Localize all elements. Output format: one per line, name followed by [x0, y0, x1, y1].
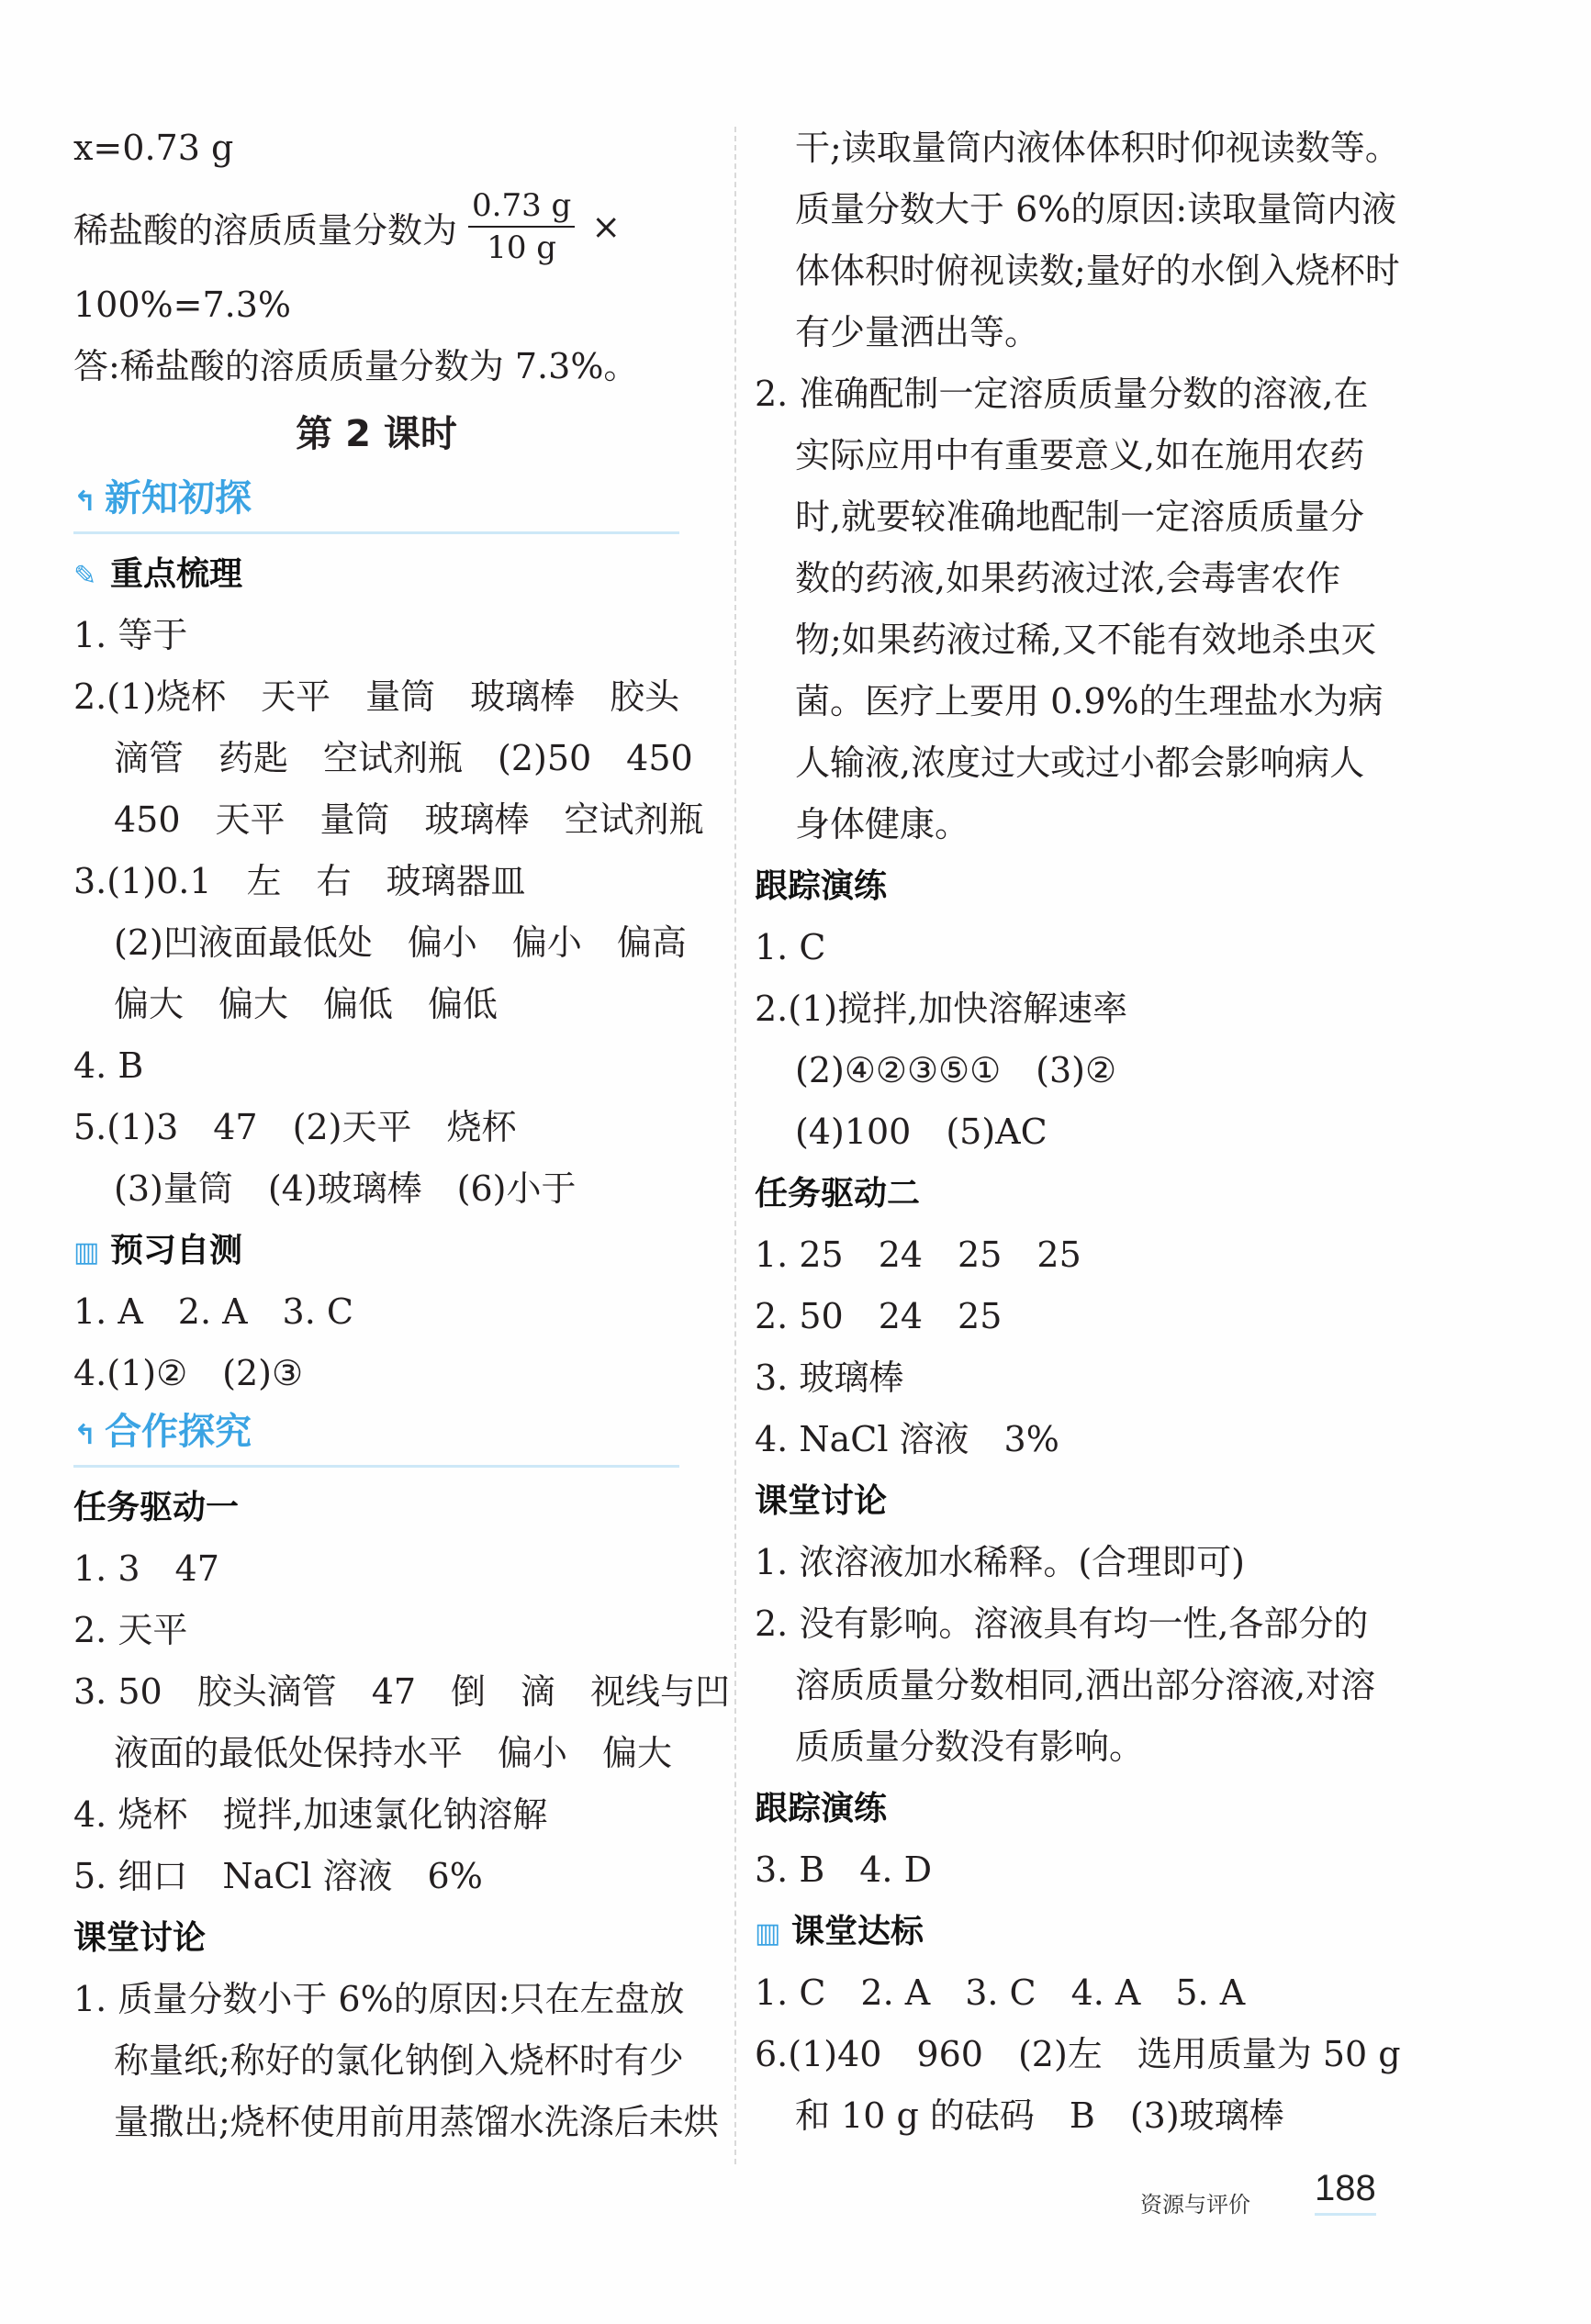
right-column — [755, 117, 1416, 2147]
answer-item: (3)量筒 (4)玻璃棒 (6)小于 — [114, 1168, 577, 1209]
open-book-icon: ▥ — [755, 1917, 781, 1950]
corner-arrow-icon: ↰ — [73, 1419, 97, 1451]
answer-item: (2)④②③⑤① (3)② — [795, 1050, 1117, 1090]
subheading-renwu1: 任务驱动一 — [73, 1489, 240, 1526]
answer-item: 4. 烧杯 搅拌,加速氯化钠溶解 — [73, 1794, 548, 1835]
subheading-ketang: 课堂讨论 — [73, 1919, 207, 1957]
fraction-numerator: 0.73 g — [468, 185, 575, 228]
answer-item: 实际应用中有重要意义,如在施用农药 — [795, 435, 1365, 475]
answer-item: 和 10 g 的砝码 B (3)玻璃棒 — [795, 2095, 1284, 2136]
equation-line: x=0.73 g — [73, 128, 234, 168]
answer-item: 1. 25 24 25 25 — [755, 1235, 1081, 1275]
answer-item: 2.(1)烧杯 天平 量筒 玻璃棒 胶头 — [73, 676, 680, 717]
answer-item: (2)凹液面最低处 偏小 偏小 偏高 — [114, 922, 687, 963]
answer-item: 4. B — [73, 1045, 144, 1086]
answer-item: 1. 等于 — [73, 615, 188, 655]
answer-item: 1. A 2. A 3. C — [73, 1291, 353, 1332]
answer-item: 6.(1)40 960 (2)左 选用质量为 50 g — [755, 2034, 1401, 2074]
answer-line: 答:稀盐酸的溶质质量分数为 7.3%。 — [73, 346, 639, 386]
book-title: 资源与评价 — [1140, 2192, 1250, 2218]
answer-item: 4. NaCl 溶液 3% — [755, 1419, 1059, 1459]
answer-item: 5.(1)3 47 (2)天平 烧杯 — [73, 1107, 517, 1147]
answer-item: 时,就要较准确地配制一定溶质质量分 — [795, 497, 1365, 537]
corner-arrow-icon: ↰ — [73, 486, 97, 518]
answer-item: 数的药液,如果药液过浓,会毒害农作 — [795, 558, 1341, 598]
subheading-zhongdian — [73, 543, 716, 605]
answer-item: 1. C — [755, 927, 826, 967]
answer-item: 2. 没有影响。溶液具有均一性,各部分的 — [755, 1603, 1369, 1644]
answer-item: 1. 浓溶液加水稀释。(合理即可) — [755, 1542, 1245, 1582]
answer-item: 1. 质量分数小于 6%的原因:只在左盘放 — [73, 1979, 685, 2019]
answer-item: 菌。医疗上要用 0.9%的生理盐水为病 — [795, 681, 1384, 721]
times-sign: × — [591, 207, 622, 247]
fraction — [468, 185, 575, 268]
answer-item: 体体积时俯视读数;量好的水倒入烧杯时 — [795, 251, 1400, 291]
answer-item: 3. B 4. D — [755, 1849, 933, 1890]
answer-item: 量撒出;烧杯使用前用蒸馏水洗涤后未烘 — [114, 2102, 719, 2142]
answer-item: 滴管 药匙 空试剂瓶 (2)50 450 — [114, 738, 693, 778]
answer-item: 质质量分数没有影响。 — [795, 1726, 1145, 1767]
answer-item: 3.(1)0.1 左 右 玻璃器皿 — [73, 861, 526, 901]
left-column — [73, 117, 731, 2153]
fraction-line — [73, 179, 716, 274]
answer-item: 2.(1)搅拌,加快溶解速率 — [755, 989, 1128, 1029]
subheading-yuxi — [73, 1220, 716, 1281]
answer-item: 3. 50 胶头滴管 47 倒 滴 视线与凹 — [73, 1671, 731, 1712]
answer-item: 称量纸;称好的氯化钠倒入烧杯时有少 — [114, 2040, 684, 2081]
answer-item: 有少量洒出等。 — [795, 312, 1040, 352]
answer-item: 人输液,浓度过大或过小都会影响病人 — [795, 743, 1365, 783]
answer-item: 溶质质量分数相同,洒出部分溶液,对溶 — [795, 1665, 1376, 1705]
answer-item: 质量分数大于 6%的原因:读取量筒内液 — [795, 189, 1397, 229]
answer-item: 物;如果药液过稀,又不能有效地杀虫灭 — [795, 620, 1376, 660]
answer-item: 身体健康。 — [795, 804, 970, 844]
answer-item: 2. 准确配制一定溶质质量分数的溶液,在 — [755, 374, 1369, 414]
answer-item: 450 天平 量筒 玻璃棒 空试剂瓶 — [114, 799, 704, 840]
fraction-prefix: 稀盐酸的溶质质量分数为 — [73, 209, 458, 251]
section-heading-xinzhi — [73, 471, 679, 534]
answer-item: 1. 3 47 — [73, 1548, 219, 1589]
open-book-icon: ▥ — [73, 1236, 100, 1268]
subheading-genzong: 跟踪演练 — [755, 867, 888, 905]
subheading-label: 预习自测 — [110, 1232, 243, 1269]
answer-item: (4)100 (5)AC — [795, 1112, 1048, 1152]
subheading-label: 重点梳理 — [110, 555, 243, 593]
answer-item: 5. 细口 NaCl 溶液 6% — [73, 1856, 483, 1896]
section-heading-hezuo — [73, 1404, 679, 1468]
lesson-title: 第 2 课时 — [296, 413, 457, 455]
section-heading-label: 合作探究 — [105, 1411, 252, 1453]
answer-item: 2. 50 24 25 — [755, 1296, 1003, 1336]
section-heading-label: 新知初探 — [105, 477, 252, 520]
answer-item: 偏大 偏大 偏低 偏低 — [114, 984, 499, 1024]
column-divider — [734, 127, 736, 2164]
answer-item: 1. C 2. A 3. C 4. A 5. A — [755, 1972, 1246, 2013]
fraction-denominator: 10 g — [487, 229, 557, 266]
subheading-ketang2: 课堂讨论 — [755, 1482, 888, 1520]
answer-item: 干;读取量筒内液体体积时仰视读数等。 — [795, 128, 1400, 168]
answer-item: 4.(1)② (2)③ — [73, 1353, 304, 1393]
subheading-renwu2: 任务驱动二 — [755, 1175, 921, 1212]
answer-item: 2. 天平 — [73, 1610, 188, 1650]
answer-item: 3. 玻璃棒 — [755, 1358, 904, 1398]
percent-line: 100%=7.3% — [73, 285, 292, 325]
pen-icon: ✎ — [73, 560, 97, 592]
answer-item: 液面的最低处保持水平 偏小 偏大 — [114, 1733, 673, 1773]
page-number: 188 — [1315, 2168, 1376, 2216]
subheading-label: 课堂达标 — [791, 1913, 924, 1950]
subheading-genzong2: 跟踪演练 — [755, 1790, 888, 1827]
subheading-dabiao — [755, 1901, 1416, 1962]
